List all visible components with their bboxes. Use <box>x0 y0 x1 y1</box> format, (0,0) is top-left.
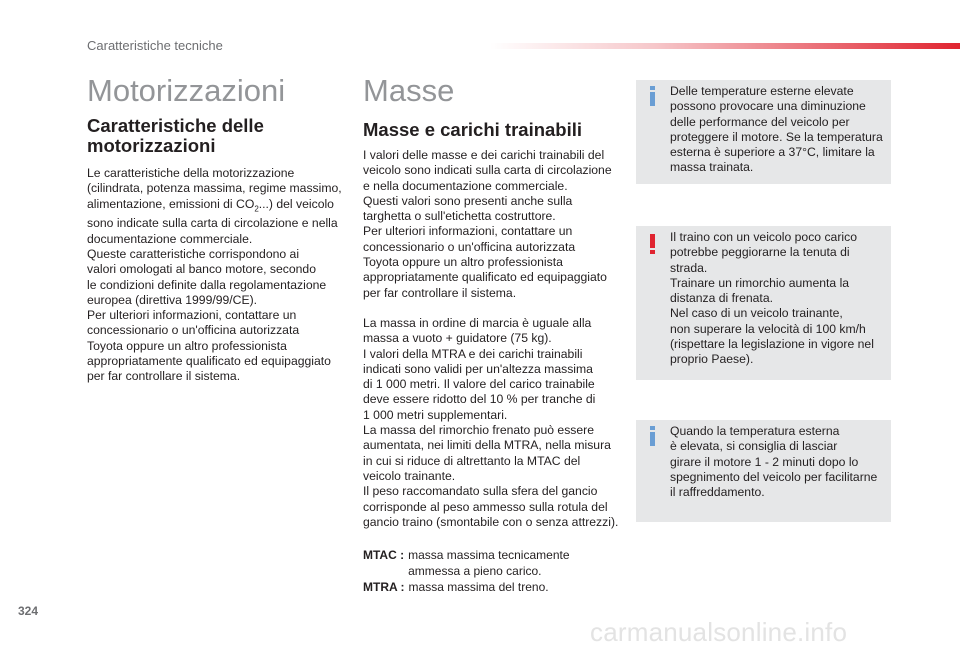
definition-desc: massa massima del treno. <box>408 580 549 595</box>
header-accent-line <box>490 43 960 49</box>
engines-title: Motorizzazioni <box>87 73 286 108</box>
info-note-temperature <box>636 80 891 184</box>
masses-paragraph-1: I valori delle masse e dei carichi trainabili del veicolo sono indicati sulla carta di circolazione e nella documentazione commerciale. Questi valori sono presenti anche sulla targhetta o sull'etichetta costruttore. Per ulteriori informazioni, contattare un concessionario o un'officina autorizzata Toyota oppure un altro professionista appropriatamente qualificato ed equipaggiato per far controllare il sistema. <box>363 148 612 300</box>
engines-subtitle <box>87 116 345 156</box>
masses-paragraph-2: La massa in ordine di marcia è uguale alla massa a vuoto + guidatore (75 kg). I valori della MTRA e dei carichi trainabili indicati sono validi per un'altezza massima di 1 000 metri. Il valore del carico trainabile deve essere ridotto del 10 % per tranche di 1 000 metri supplementari. La massa del rimorchio frenato può essere aumentata, nei limiti della MTRA, nella misura in cui si riduce di altrettanto la MTAC del veicolo trainante. Il peso raccomandato sulla sfera del gancio corrisponde al peso ammesso sulla rotula del gancio traino (smontabile con o senza attrezzi). <box>363 315 619 529</box>
watermark: carmanualsonline.info <box>590 617 848 647</box>
definition-desc: massa massima tecnicamente ammessa a pieno carico. <box>408 548 570 579</box>
definition-mtra <box>363 579 623 595</box>
masses-title: Masse <box>363 73 455 108</box>
note-text: Il traino con un veicolo poco carico potrebbe peggiorarne la tenuta di strada. Trainare un rimorchio aumenta la distanza di frenata. Nel caso di un veicolo trainante, non superare la velocità di 100 km/h (rispettare la legislazione in vigore nel proprio Paese). <box>670 230 874 367</box>
info-note-cooling <box>636 420 891 522</box>
definition-term: MTAC : <box>363 548 405 563</box>
definitions-list <box>363 547 623 595</box>
info-icon <box>646 426 660 446</box>
section-label: Caratteristiche tecniche <box>87 38 223 53</box>
engines-body-part2: ...) del veicolo sono indicate sulla carta di circolazione e nella documentazione commerciale. Queste caratteristiche corrispondono ai valori omologati al banco motore, secondo le condizioni definite dalla regolamentazione europea (direttiva 1999/99/CE). Per ulteriori informazioni, contattare un concessionario o un'officina autorizzata Toyota oppure un altro professionista appropriatamente qualificato ed equipaggiato per far controllare il sistema. <box>87 196 338 384</box>
co2-subscript: 2 <box>254 204 259 214</box>
engines-body <box>87 166 345 385</box>
note-text: Delle temperature esterne elevate possono provocare una diminuzione delle performance del veicolo per proteggere il motore. Se la temperatura esterna è superiore a 37°C, limitare la massa trainata. <box>670 84 883 175</box>
page-number: 324 <box>18 604 39 618</box>
masses-column <box>363 72 623 595</box>
info-icon <box>646 86 660 106</box>
engines-column <box>87 72 345 385</box>
masses-subtitle: Masse e carichi trainabili <box>363 119 583 140</box>
engines-subtitle-text: Caratteristiche delle motorizzazioni <box>87 115 264 156</box>
warning-icon <box>645 234 659 256</box>
definition-term: MTRA : <box>363 580 405 595</box>
engines-body-part1: Le caratteristiche della motorizzazione (cilindrata, potenza massima, regime massimo, alimentazione, emissioni di CO <box>87 166 342 211</box>
note-text: Quando la temperatura esterna è elevata, si consiglia di lasciar girare il motore 1 - 2 minuti dopo lo spegnimento del veicolo per facilitarne il raffreddamento. <box>670 424 878 500</box>
definition-mtac <box>363 547 623 579</box>
warning-note-towing <box>636 226 891 380</box>
